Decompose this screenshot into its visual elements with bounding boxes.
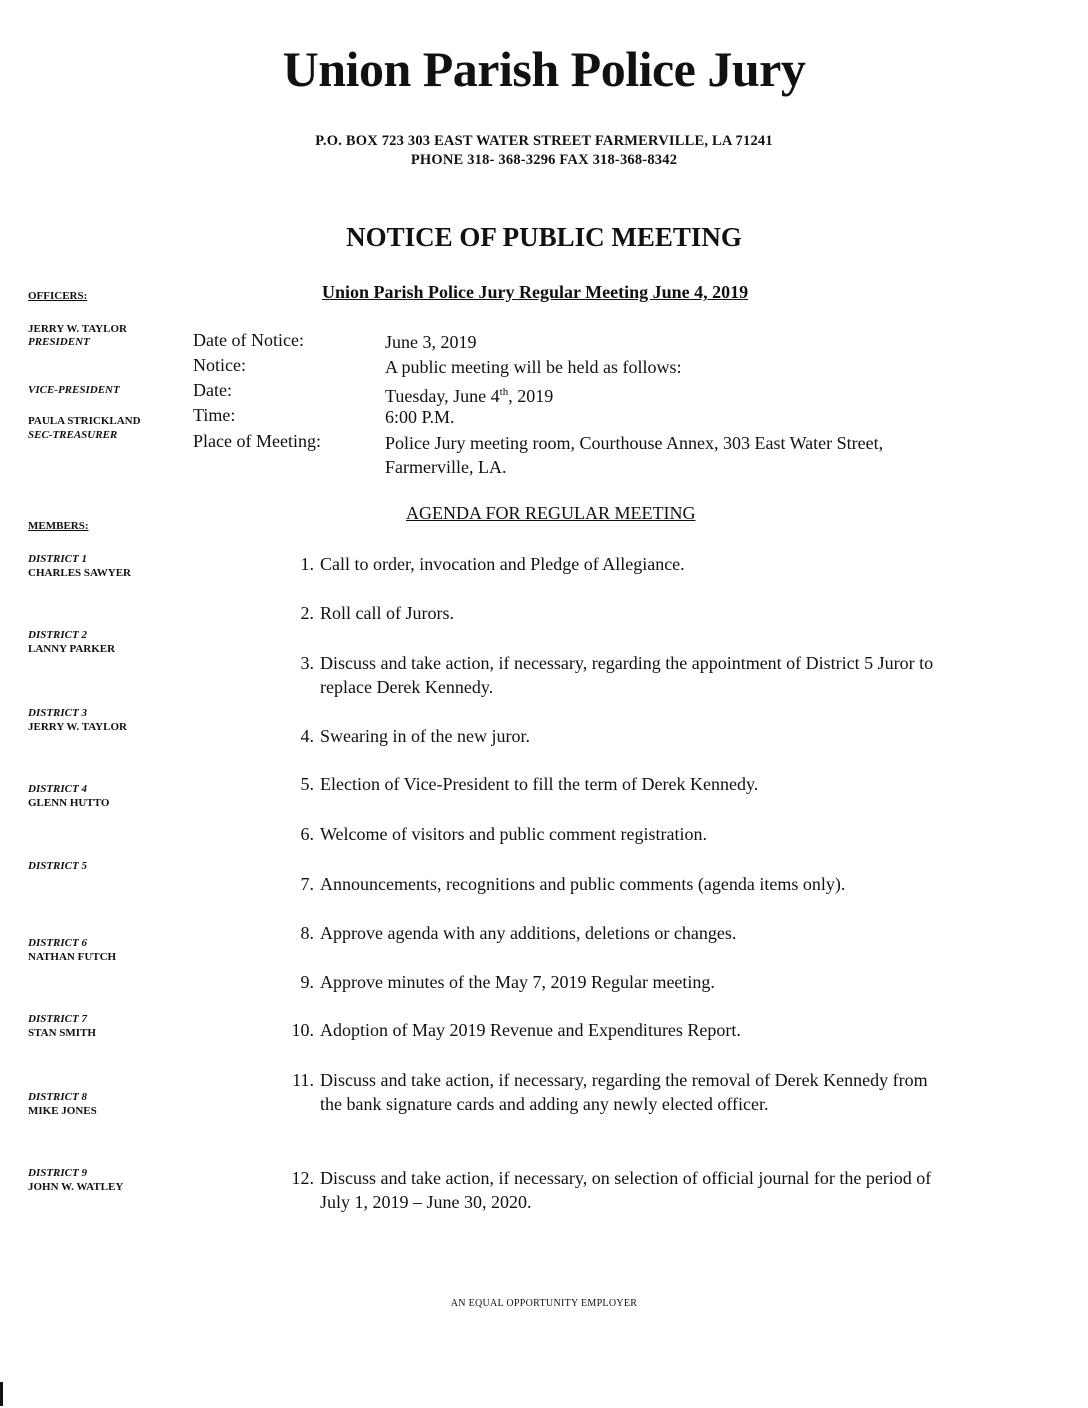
notice-value: A public meeting will be held as follows: <box>385 357 682 377</box>
agenda-item-number: 9. <box>300 972 314 992</box>
agenda-item-text: Welcome of visitors and public comment registration. <box>320 824 707 844</box>
agenda-item-number: 10. <box>291 1020 314 1040</box>
date-of-notice-label: Date of Notice: <box>193 330 304 350</box>
member-name: NATHAN FUTCH <box>28 951 117 963</box>
notice-label: Notice: <box>193 355 246 375</box>
agenda-item <box>270 1018 970 1042</box>
agenda-item <box>270 724 970 748</box>
district-label: DISTRICT 5 <box>28 860 87 872</box>
agenda-item-number: 5. <box>300 774 314 794</box>
members-heading: MEMBERS: <box>28 520 89 532</box>
address-line: P.O. BOX 723 303 EAST WATER STREET FARMERVILLE, LA 71241 <box>315 133 773 149</box>
agenda-item-number: 11. <box>292 1070 314 1090</box>
footer-eoe: AN EQUAL OPPORTUNITY EMPLOYER <box>450 1298 638 1309</box>
place-value: Police Jury meeting room, Courthouse Annex, 303 East Water Street, Farmerville, LA. <box>385 433 884 477</box>
member-name: GLENN HUTTO <box>28 797 110 809</box>
officer-name: JERRY W. TAYLOR <box>28 323 127 335</box>
officer-name: PAULA STRICKLAND <box>28 415 141 427</box>
agenda-item <box>270 970 970 994</box>
date-of-notice-value: June 3, 2019 <box>385 332 477 352</box>
agenda-item-number: 2. <box>300 603 314 623</box>
agenda-item <box>270 921 970 945</box>
date-main: Tuesday, June 4 <box>385 386 500 406</box>
notice-title: NOTICE OF PUBLIC MEETING <box>346 222 742 252</box>
agenda-item-text: Adoption of May 2019 Revenue and Expenditures Report. <box>320 1020 741 1040</box>
district-label: DISTRICT 1 <box>28 553 87 565</box>
member-name: LANNY PARKER <box>28 643 116 655</box>
agenda-item-text: Swearing in of the new juror. <box>320 726 530 746</box>
agenda-item-number: 4. <box>300 726 314 746</box>
member-name: MIKE JONES <box>28 1105 97 1117</box>
time-value: 6:00 P.M. <box>385 407 455 427</box>
member-name: CHARLES SAWYER <box>28 567 131 579</box>
agenda-item-number: 1. <box>300 554 314 574</box>
date-label: Date: <box>193 380 232 400</box>
agenda-item <box>270 872 970 896</box>
agenda-item <box>270 822 970 846</box>
member-name: JERRY W. TAYLOR <box>28 721 127 733</box>
district-label: DISTRICT 4 <box>28 783 87 795</box>
place-label: Place of Meeting: <box>193 431 321 451</box>
agenda-item <box>270 1068 930 1116</box>
member-name: STAN SMITH <box>28 1027 96 1039</box>
officer-role: VICE-PRESIDENT <box>28 384 120 396</box>
phone-fax-line: PHONE 318- 368-3296 FAX 318-368-8342 <box>410 152 678 168</box>
agenda-item-number: 8. <box>300 923 314 943</box>
agenda-heading: AGENDA FOR REGULAR MEETING <box>406 503 696 523</box>
scan-edge-mark <box>0 1382 3 1406</box>
agenda-item-text: Approve agenda with any additions, deletions or changes. <box>320 923 737 943</box>
agenda-item-text: Approve minutes of the May 7, 2019 Regular meeting. <box>320 972 715 992</box>
agenda-item-text: Discuss and take action, if necessary, regarding the appointment of District 5 Juror to replace Derek Kennedy. <box>320 653 934 697</box>
agenda-item <box>270 601 970 625</box>
district-label: DISTRICT 2 <box>28 629 87 641</box>
agenda-item <box>270 552 970 576</box>
agenda-item <box>270 1166 950 1214</box>
date-ordinal: th <box>499 386 509 398</box>
meeting-title: Union Parish Police Jury Regular Meeting June 4, 2019 <box>322 282 749 302</box>
agenda-item <box>270 772 970 796</box>
date-year: , 2019 <box>508 386 554 406</box>
agenda-item-text: Announcements, recognitions and public comments (agenda items only). <box>320 874 846 894</box>
officer-role: PRESIDENT <box>28 336 90 348</box>
district-label: DISTRICT 6 <box>28 937 87 949</box>
agenda-item-text: Discuss and take action, if necessary, regarding the removal of Derek Kennedy from the bank signature cards and adding any newly elected officer. <box>320 1070 928 1114</box>
member-name: JOHN W. WATLEY <box>28 1181 124 1193</box>
agenda-item-number: 7. <box>300 874 314 894</box>
agenda-item-number: 12. <box>291 1168 314 1188</box>
district-label: DISTRICT 7 <box>28 1013 87 1025</box>
district-label: DISTRICT 9 <box>28 1167 87 1179</box>
agenda-item-text: Call to order, invocation and Pledge of Allegiance. <box>320 554 685 574</box>
officers-heading: OFFICERS: <box>28 290 88 302</box>
agenda-item-text: Election of Vice-President to fill the term of Derek Kennedy. <box>320 774 759 794</box>
date-value <box>385 380 945 408</box>
officer-role: SEC-TREASURER <box>28 429 118 441</box>
agenda-item <box>270 651 970 699</box>
time-label: Time: <box>193 405 236 425</box>
district-label: DISTRICT 3 <box>28 707 87 719</box>
agenda-item-number: 3. <box>300 653 314 673</box>
agenda-item-text: Discuss and take action, if necessary, on selection of official journal for the period of July 1, 2019 – June 30, 2020. <box>320 1168 932 1212</box>
agenda-item-text: Roll call of Jurors. <box>320 603 454 623</box>
agenda-item-number: 6. <box>300 824 314 844</box>
district-label: DISTRICT 8 <box>28 1091 87 1103</box>
organization-title: Union Parish Police Jury <box>282 41 806 97</box>
